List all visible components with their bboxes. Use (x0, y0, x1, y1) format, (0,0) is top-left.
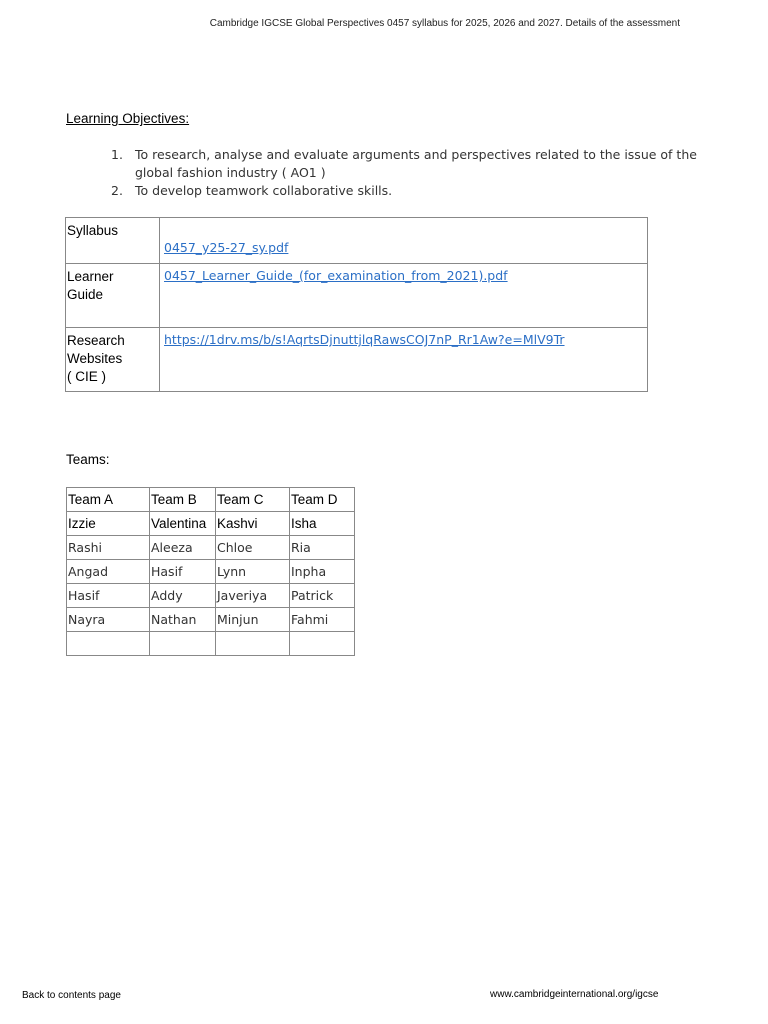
back-to-contents-link[interactable]: Back to contents page (22, 990, 121, 1001)
objective-number: 2. (111, 183, 123, 198)
team-cell: Kashvi (216, 512, 290, 536)
resource-row-syllabus (66, 218, 648, 264)
resource-label-text: ( CIE ) (67, 369, 106, 384)
learning-objectives-heading: Learning Objectives: (66, 111, 190, 126)
objective-item (66, 146, 706, 182)
resource-label (66, 328, 160, 392)
resource-spacer (164, 222, 647, 240)
team-column-header: Team C (216, 488, 290, 512)
resource-label-text: Research (67, 333, 125, 348)
resource-row-research-websites (66, 328, 648, 392)
team-cell: Minjun (216, 608, 290, 632)
team-cell: Rashi (67, 536, 150, 560)
objective-number: 1. (111, 147, 123, 162)
teams-table (66, 487, 355, 656)
team-cell (150, 632, 216, 656)
teams-heading: Teams: (66, 452, 110, 467)
team-cell: Hasif (150, 560, 216, 584)
footer-website: www.cambridgeinternational.org/igcse (490, 989, 659, 1000)
resource-value (160, 218, 648, 264)
running-header: Cambridge IGCSE Global Perspectives 0457 syllabus for 2025, 2026 and 2027. Details of the assessment (209, 18, 680, 29)
team-cell: Aleeza (150, 536, 216, 560)
resource-row-learner-guide (66, 264, 648, 328)
resources-table (65, 217, 648, 392)
team-leader-row (67, 512, 355, 536)
objective-text: To develop teamwork collaborative skills. (135, 183, 393, 198)
team-member-row (67, 536, 355, 560)
team-cell: Chloe (216, 536, 290, 560)
resource-label-text: Guide (67, 287, 104, 302)
team-cell: Izzie (67, 512, 150, 536)
team-member-row (67, 584, 355, 608)
team-cell: Patrick (290, 584, 355, 608)
team-column-header: Team D (290, 488, 355, 512)
team-member-row (67, 560, 355, 584)
team-cell: Angad (67, 560, 150, 584)
team-cell (67, 632, 150, 656)
team-member-row (67, 608, 355, 632)
resource-label-text: Syllabus (67, 223, 119, 238)
team-cell (290, 632, 355, 656)
resource-label-text: Websites (67, 351, 123, 366)
team-cell: Addy (150, 584, 216, 608)
team-column-header: Team A (67, 488, 150, 512)
resource-value (160, 328, 648, 392)
team-cell: Javeriya (216, 584, 290, 608)
team-cell: Nathan (150, 608, 216, 632)
learner-guide-link[interactable]: 0457_Learner_Guide_(for_examination_from_2021).pdf (164, 268, 508, 283)
resource-value (160, 264, 648, 328)
teams-header-row (67, 488, 355, 512)
resource-label-text: Learner (67, 269, 114, 284)
learning-objectives-list (66, 146, 706, 200)
team-cell: Lynn (216, 560, 290, 584)
team-member-row-empty (67, 632, 355, 656)
research-websites-link[interactable]: https://1drv.ms/b/s!AqrtsDjnuttjlqRawsCOJ7nP_Rr1Aw?e=MlV9Tr (164, 332, 565, 347)
objective-text: To research, analyse and evaluate arguments and perspectives related to the issue of the (135, 147, 697, 162)
team-cell (216, 632, 290, 656)
team-cell: Isha (290, 512, 355, 536)
team-cell: Ria (290, 536, 355, 560)
team-cell: Fahmi (290, 608, 355, 632)
objective-text-continued: global fashion industry ( AO1 ) (135, 165, 326, 180)
syllabus-link[interactable]: 0457_y25-27_sy.pdf (164, 240, 289, 255)
team-column-header: Team B (150, 488, 216, 512)
team-cell: Valentina (150, 512, 216, 536)
objective-item (66, 182, 706, 200)
team-cell: Nayra (67, 608, 150, 632)
team-cell: Inpha (290, 560, 355, 584)
team-cell: Hasif (67, 584, 150, 608)
resource-label (66, 264, 160, 328)
resource-label (66, 218, 160, 264)
